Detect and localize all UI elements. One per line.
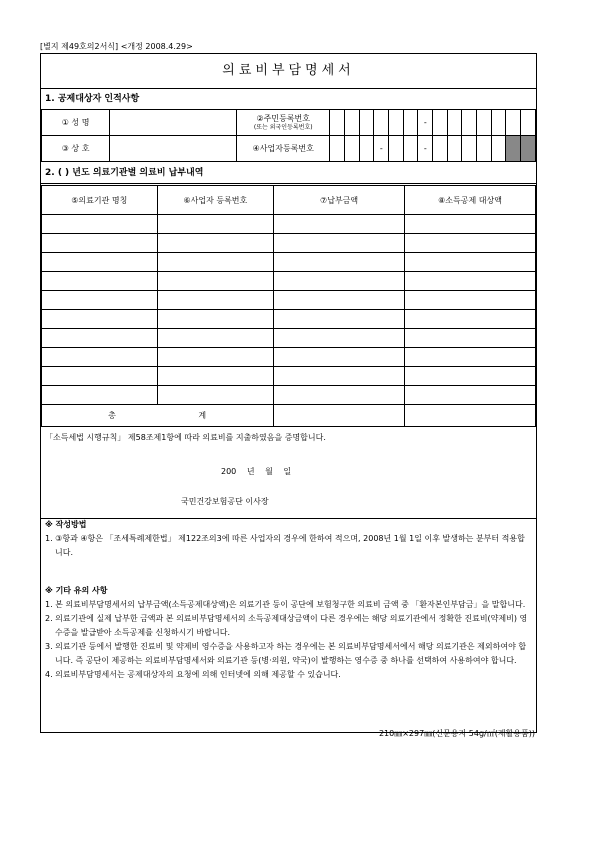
rrn-dash: -: [418, 110, 433, 136]
firm-field[interactable]: [110, 136, 237, 162]
paper-spec: 210㎜×297㎜(신문용지 54g/㎡(재활용품)): [378, 729, 535, 738]
table-cell[interactable]: [274, 234, 405, 253]
rrn-label-cell: [237, 110, 330, 136]
brn-dash: -: [374, 136, 389, 162]
table-cell[interactable]: [42, 234, 158, 253]
certification-block: [41, 424, 536, 519]
table-row: [42, 329, 536, 348]
brn-digit[interactable]: [462, 136, 477, 162]
section2-title: 2. ( ) 년도 의료기관별 의료비 납부내역: [41, 163, 536, 184]
other-notes: [45, 584, 532, 682]
table-cell[interactable]: [405, 215, 536, 234]
rrn-digit[interactable]: [491, 110, 506, 136]
form-frame: [40, 53, 537, 733]
payment-table: [41, 185, 536, 427]
table-cell[interactable]: [405, 253, 536, 272]
rrn-digit[interactable]: [433, 110, 448, 136]
name-field[interactable]: [110, 110, 237, 136]
form-title: 의료비부담명세서: [41, 54, 536, 89]
col-header: ⑦납부금액: [274, 186, 405, 215]
rrn-sublabel: (또는 외국인등록번호): [253, 124, 313, 131]
table-cell[interactable]: [405, 386, 536, 405]
table-row: [42, 253, 536, 272]
rrn-digit[interactable]: [330, 110, 345, 136]
rrn-digit[interactable]: [389, 110, 404, 136]
method-title: ※ 작성방법: [45, 520, 87, 529]
rrn-label: ②주민등록번호: [256, 114, 311, 123]
table-cell[interactable]: [274, 291, 405, 310]
writing-method: [45, 518, 532, 560]
method-item: 1. ③항과 ④항은 「조세특례제한법」 제122조의3에 따른 사업자의 경우에 한하여 적으며, 2008년 1월 1일 이후 발생하는 분부터 적용합니다.: [45, 534, 525, 557]
table-cell[interactable]: [157, 329, 274, 348]
brn-digit[interactable]: [447, 136, 462, 162]
col-header: ⑥사업자 등록번호: [157, 186, 274, 215]
table-row: [42, 234, 536, 253]
table-cell[interactable]: [274, 253, 405, 272]
table-row: [42, 215, 536, 234]
section1-title: 1. 공제대상자 인적사항: [41, 89, 536, 110]
note-item: 2. 의료기관에 실제 납부한 금액과 본 의료비부담명세서의 소득공제대상금액이 다른 경우에는 해당 의료기관에서 정확한 진료비(약제비) 영수증을 발급받아 소득공제를 신청하시기 바랍니다.: [45, 614, 528, 637]
table-cell[interactable]: [274, 386, 405, 405]
rrn-digit[interactable]: [359, 110, 374, 136]
table-cell[interactable]: [157, 253, 274, 272]
brn-digit[interactable]: [403, 136, 418, 162]
brn-digit[interactable]: [359, 136, 374, 162]
table-cell[interactable]: [405, 310, 536, 329]
table-cell[interactable]: [157, 291, 274, 310]
table-cell[interactable]: [42, 310, 158, 329]
table-cell[interactable]: [274, 272, 405, 291]
shaded-cell: [521, 136, 536, 162]
brn-digit[interactable]: [389, 136, 404, 162]
shaded-cell: [506, 136, 521, 162]
table-cell[interactable]: [405, 348, 536, 367]
table-cell[interactable]: [405, 367, 536, 386]
rrn-digit[interactable]: [521, 110, 536, 136]
table-cell[interactable]: [42, 367, 158, 386]
issue-date: 200 년 월 일: [221, 467, 292, 476]
table-row: [42, 310, 536, 329]
table-cell[interactable]: [157, 367, 274, 386]
table-cell[interactable]: [42, 329, 158, 348]
brn-digit[interactable]: [330, 136, 345, 162]
table-cell[interactable]: [42, 253, 158, 272]
table-row: [42, 272, 536, 291]
rrn-digit[interactable]: [506, 110, 521, 136]
table-cell[interactable]: [274, 329, 405, 348]
rrn-digit[interactable]: [345, 110, 360, 136]
personal-info-table: [41, 109, 536, 162]
table-cell[interactable]: [157, 386, 274, 405]
table-cell[interactable]: [405, 234, 536, 253]
table-cell[interactable]: [405, 272, 536, 291]
table-cell[interactable]: [157, 272, 274, 291]
firm-label: ③ 상 호: [42, 136, 110, 162]
rrn-digit[interactable]: [403, 110, 418, 136]
brn-label: ④사업자등록번호: [237, 136, 330, 162]
certification-statement: 「소득세법 시행규칙」 제58조제1항에 따라 의료비를 지출하였음을 증명합니다.: [45, 433, 326, 442]
col-header: ⑤의료기관 명칭: [42, 186, 158, 215]
form-reference: [별지 제49호의2서식] <개정 2008.4.29>: [40, 42, 193, 51]
table-cell[interactable]: [405, 329, 536, 348]
name-label: ① 성 명: [42, 110, 110, 136]
table-cell[interactable]: [157, 310, 274, 329]
rrn-digit[interactable]: [462, 110, 477, 136]
issuer: 국민건강보험공단 이사장: [181, 497, 269, 506]
table-cell[interactable]: [157, 215, 274, 234]
table-row: [42, 348, 536, 367]
note-item: 3. 의료기관 등에서 발행한 진료비 및 약제비 영수증을 사용하고자 하는 경우에는 본 의료비부담명세서에서 해당 의료기관은 제외하여야 합니다. 즉 공단이 제공하는 의료비부담명세서와 의료기관 등(병·의원, 약국)이 발행하는 영수증 중 하나를 선택하여 사용하여야 합니다.: [45, 642, 527, 665]
table-cell[interactable]: [42, 386, 158, 405]
table-cell[interactable]: [157, 234, 274, 253]
rrn-digit[interactable]: [477, 110, 492, 136]
table-cell[interactable]: [274, 348, 405, 367]
table-row: [42, 291, 536, 310]
table-cell[interactable]: [42, 272, 158, 291]
notes-title: ※ 기타 유의 사항: [45, 586, 108, 595]
brn-digit[interactable]: [433, 136, 448, 162]
table-cell[interactable]: [42, 348, 158, 367]
table-cell[interactable]: [42, 291, 158, 310]
table-cell[interactable]: [405, 291, 536, 310]
rrn-digit[interactable]: [447, 110, 462, 136]
brn-digit[interactable]: [477, 136, 492, 162]
table-cell[interactable]: [274, 367, 405, 386]
table-cell[interactable]: [274, 215, 405, 234]
table-cell[interactable]: [42, 215, 158, 234]
total-label: 총 계: [42, 405, 274, 427]
brn-digit[interactable]: [345, 136, 360, 162]
table-cell[interactable]: [157, 348, 274, 367]
table-cell[interactable]: [274, 310, 405, 329]
note-item: 1. 본 의료비부담명세서의 납부금액(소득공제대상액)은 의료기관 등이 공단에 보험청구한 의료비 금액 중 「환자본인부담금」을 말합니다.: [45, 600, 526, 609]
table-row: [42, 386, 536, 405]
brn-dash: -: [418, 136, 433, 162]
rrn-digit[interactable]: [374, 110, 389, 136]
table-row: [42, 367, 536, 386]
col-header: ⑧소득공제 대상액: [405, 186, 536, 215]
note-item: 4. 의료비부담명세서는 공제대상자의 요청에 의해 인터넷에 의해 제공할 수 있습니다.: [45, 670, 341, 679]
brn-digit[interactable]: [491, 136, 506, 162]
